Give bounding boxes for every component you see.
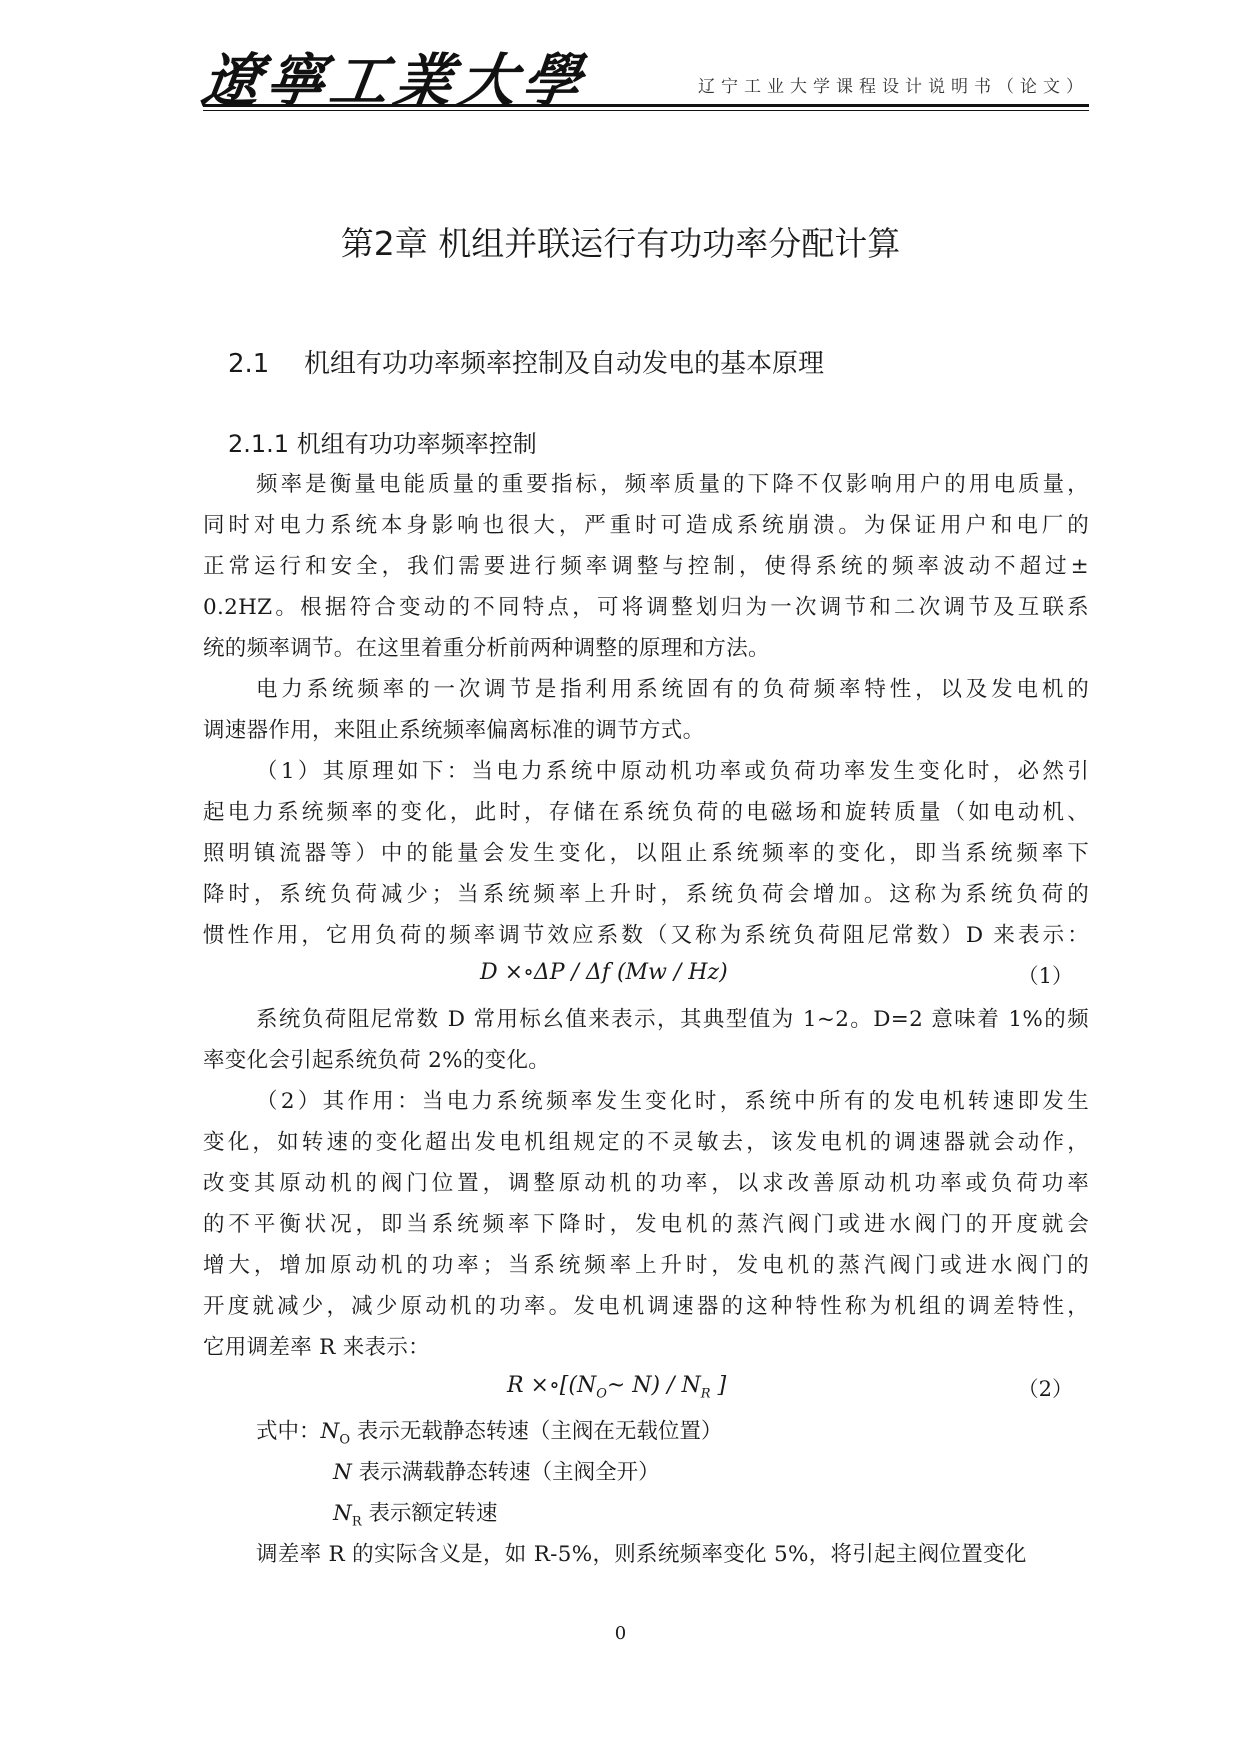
- equation-2-part: ]: [710, 1373, 727, 1398]
- section-heading: 机组有功功率频率控制及自动发电的基本原理: [304, 349, 825, 379]
- definition-subscript: O: [339, 1432, 350, 1448]
- definition-subscript: R: [351, 1514, 362, 1530]
- paragraph-line: 统的频率调节。在这里着重分析前两种调整的原理和方法。: [203, 636, 770, 661]
- header-rule-thin: [203, 110, 1089, 111]
- section-number: 2.1: [228, 349, 270, 379]
- page-header: [197, 30, 1089, 115]
- definition-variable: N: [333, 1460, 352, 1485]
- equation-1-number: （1）: [1017, 964, 1073, 988]
- paragraph-line: 调差率 R 的实际含义是，如 R-5%，则系统频率变化 5%，将引起主阀位置变化: [256, 1542, 1027, 1567]
- subsection-heading: 机组有功功率频率控制: [296, 430, 537, 458]
- definition-line: [333, 1455, 660, 1486]
- equation-2-part: R ×∘[(N: [507, 1373, 597, 1398]
- university-logo: 遼寧工業大學: [197, 47, 592, 115]
- paragraph-line: 电力系统频率的一次调节是指利用系统固有的负荷频率特性，以及发电机的: [256, 677, 1089, 702]
- equation-1: D ×∘ΔP / Δf (Mw / Hz): [480, 960, 728, 985]
- paragraph-line: （1）其原理如下：当电力系统中原动机功率或负荷功率发生变化时，必然引: [256, 759, 1089, 784]
- paragraph-line: （2）其作用：当电力系统频率发生变化时，系统中所有的发电机转速即发生: [256, 1089, 1089, 1114]
- header-title: 辽宁工业大学课程设计说明书（论文）: [698, 77, 1089, 97]
- paragraph-line: 惯性作用，它用负荷的频率调节效应系数（又称为系统负荷阻尼常数）D 来表示：: [203, 923, 1089, 948]
- paragraph-line: 照明镇流器等）中的能量会发生变化，以阻止系统频率的变化，即当系统频率下: [203, 841, 1089, 866]
- chapter-title: 第2章 机组并联运行有功功率分配计算: [340, 224, 901, 263]
- paragraph-line: 同时对电力系统本身影响也很大，严重时可造成系统崩溃。为保证用户和电厂的: [203, 513, 1089, 538]
- paragraph-line: 率变化会引起系统负荷 2%的变化。: [203, 1048, 551, 1073]
- definition-text: 表示满载静态转速（主阀全开）: [351, 1460, 660, 1485]
- definition-line: [333, 1496, 497, 1529]
- paragraph-line: 变化，如转速的变化超出发电机组规定的不灵敏去，该发电机的调速器就会动作，: [203, 1130, 1089, 1155]
- paragraph-line: 频率是衡量电能质量的重要指标，频率质量的下降不仅影响用户的用电质量，: [256, 472, 1089, 497]
- paragraph-line: 降时，系统负荷减少；当系统频率上升时，系统负荷会增加。这称为系统负荷的: [203, 882, 1089, 907]
- definition-variable: N: [320, 1419, 340, 1444]
- paragraph-line: 的不平衡状况，即当系统频率下降时，发电机的蒸汽阀门或进水阀门的开度就会: [203, 1212, 1089, 1237]
- definition-lead: 式中：: [256, 1419, 321, 1444]
- definition-line: [256, 1414, 722, 1447]
- header-rule: [203, 104, 1089, 107]
- paragraph-line: 0.2HZ。根据符合变动的不同特点，可将调整划归为一次调节和二次调节及互联系: [203, 595, 1089, 620]
- paragraph-line: 开度就减少，减少原动机的功率。发电机调速器的这种特性称为机组的调差特性，: [203, 1294, 1089, 1319]
- paragraph-line: 增大，增加原动机的功率；当系统频率上升时，发电机的蒸汽阀门或进水阀门的: [203, 1253, 1089, 1278]
- paragraph-line: 改变其原动机的阀门位置，调整原动机的功率，以求改善原动机功率或负荷功率: [203, 1171, 1089, 1196]
- paragraph-line: 它用调差率 R 来表示：: [203, 1335, 430, 1360]
- equation-2-number: （2）: [1017, 1377, 1073, 1401]
- subsection-title: [228, 424, 537, 459]
- equation-2-part: ~ N) / N: [606, 1373, 701, 1398]
- paragraph-line: 起电力系统频率的变化，此时，存储在系统负荷的电磁场和旋转质量（如电动机、: [203, 800, 1089, 825]
- definition-variable: N: [333, 1501, 352, 1526]
- section-title: [228, 343, 824, 380]
- paragraph-line: 正常运行和安全，我们需要进行频率调整与控制，使得系统的频率波动不超过±: [203, 554, 1089, 579]
- page-number: 0: [614, 1623, 627, 1644]
- definition-text: 表示额定转速: [361, 1501, 498, 1526]
- equation-2: [507, 1373, 726, 1401]
- equation-2-sub: R: [700, 1386, 711, 1402]
- paragraph-line: 系统负荷阻尼常数 D 常用标幺值来表示，其典型值为 1~2。D=2 意味着 1%的频: [256, 1007, 1089, 1032]
- equation-2-sub: O: [596, 1386, 607, 1402]
- definition-text: 表示无载静态转速（主阀在无载位置）: [350, 1419, 723, 1444]
- paragraph-line: 调速器作用，来阻止系统频率偏离标准的调节方式。: [203, 718, 705, 743]
- subsection-number: 2.1.1: [228, 430, 290, 458]
